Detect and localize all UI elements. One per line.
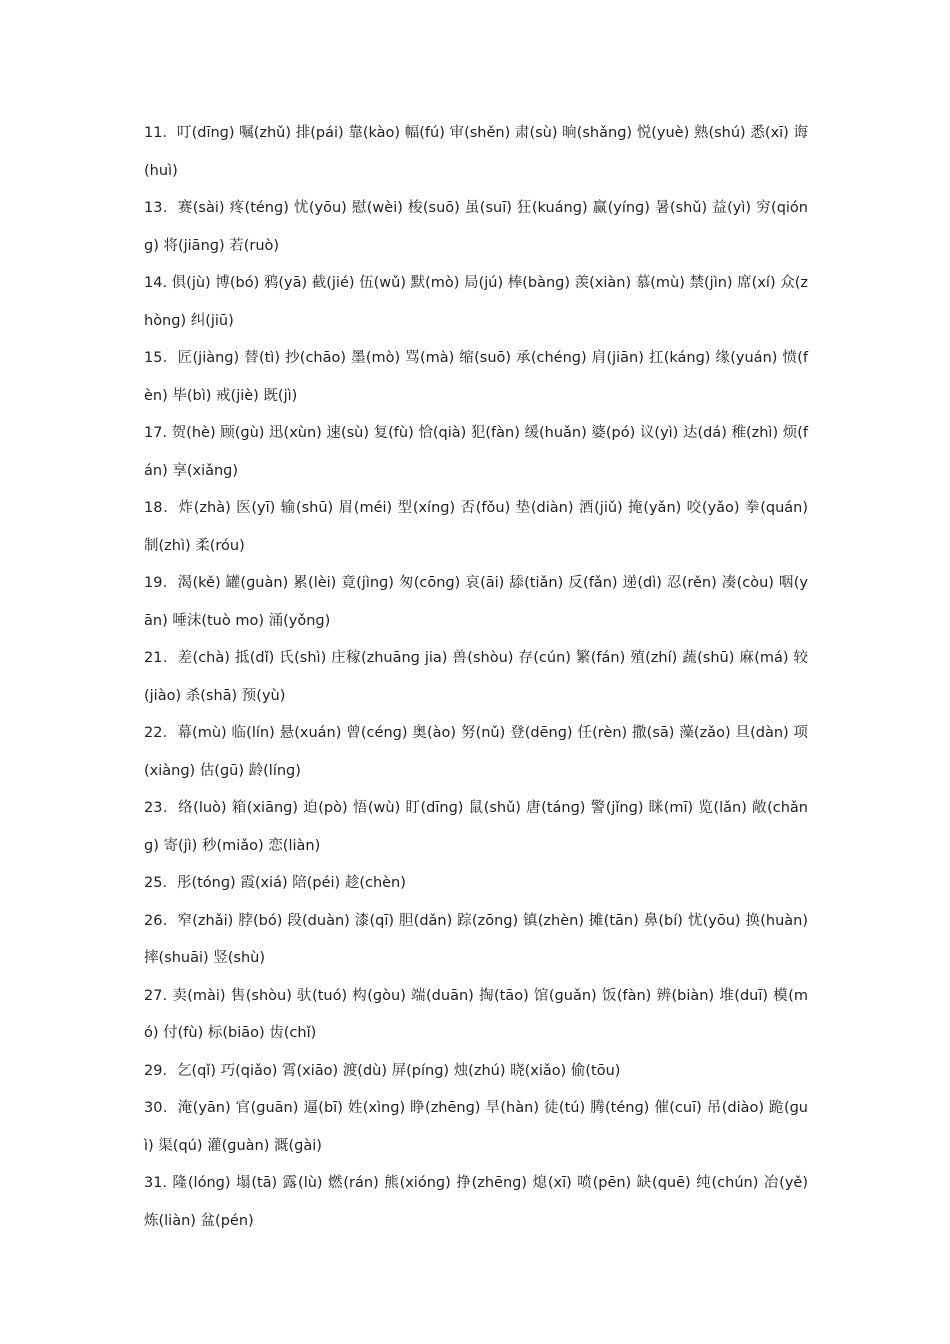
entry-lesson-17: 17. 贺(hè) 顾(ɡù) 迅(xùn) 速(sù) 复(fù) 恰(qià) 犯(fàn) 缓(huǎn) 婆(pó) 议(yì) 达(dá) 稚(zhì) 烦(fán) 享(xiǎnɡ) [144,425,808,479]
entry-lesson-27: 27. 卖(mài) 售(shòu) 驮(tuó) 构(ɡòu) 端(duān) 掏(tāo) 馆(ɡuǎn) 饭(fàn) 辨(biàn) 堆(duī) 模(mó) 付(fù) 标(biāo) 齿(chǐ) [144,987,808,1041]
entry-lesson-19: 19．渴(kě) 罐(ɡuàn) 累(lèi) 竟(jìnɡ) 匆(cōnɡ) 哀(āi) 舔(tiǎn) 反(fǎn) 递(dì) 忍(rěn) 凑(còu) 咽(yān) 唾沫(tuò mo) 涌(yǒnɡ) [144,575,808,629]
entry-lesson-22: 22．幕(mù) 临(lín) 悬(xuán) 曾(cénɡ) 奥(ào) 努(nǔ) 登(dēnɡ) 任(rèn) 撒(sā) 藻(zǎo) 旦(dàn) 项(xiànɡ) 估(ɡū) 龄(línɡ) [144,725,808,779]
entry-lesson-25: 25．彤(tónɡ) 霞(xiá) 陪(péi) 趁(chèn) [144,875,406,891]
entry-lesson-21: 21．差(chà) 抵(dǐ) 氏(shì) 庄稼(zhuānɡ jia) 兽(shòu) 存(cún) 繁(fán) 殖(zhí) 蔬(shū) 麻(má) 较(jiào) 杀(shā) 预(yù) [144,650,808,704]
entry-lesson-18: 18．炸(zhà) 医(yī) 输(shū) 眉(méi) 型(xínɡ) 否(fǒu) 垫(diàn) 酒(jiǔ) 掩(yǎn) 咬(yǎo) 拳(quán) 制(zhì) 柔(róu) [144,500,808,554]
entry-lesson-31: 31. 隆(lónɡ) 塌(tā) 露(lù) 燃(rán) 熊(xiónɡ) 挣(zhēnɡ) 熄(xī) 喷(pēn) 缺(quē) 纯(chún) 冶(yě) 炼(liàn) 盆(pén) [144,1175,808,1229]
entry-lesson-30: 30．淹(yān) 官(ɡuān) 逼(bī) 姓(xìnɡ) 睁(zhēnɡ) 旱(hàn) 徒(tú) 腾(ténɡ) 催(cuī) 吊(diào) 跪(ɡuì) 渠(qú) 灌(ɡuàn) 溉(ɡài) [144,1100,808,1154]
entry-lesson-15: 15．匠(jiànɡ) 替(tì) 抄(chāo) 墨(mò) 骂(mà) 缩(suō) 承(chénɡ) 肩(jiān) 扛(kánɡ) 缘(yuán) 愤(fèn) 毕(bì) 戒(jiè) 既(jì) [144,350,808,404]
entry-lesson-26: 26．窄(zhǎi) 脖(bó) 段(duàn) 漆(qī) 胆(dǎn) 踪(zōnɡ) 镇(zhèn) 摊(tān) 鼻(bí) 忧(yōu) 换(huàn) 摔(shuāi) 竖(shù) [144,912,808,966]
entry-lesson-23: 23．络(luò) 箱(xiānɡ) 迫(pò) 悟(wù) 盯(dīnɡ) 鼠(shǔ) 唐(tánɡ) 警(jǐnɡ) 眯(mī) 览(lǎn) 敞(chǎnɡ) 寄(jì) 秒(miǎo) 恋(liàn) [144,800,808,854]
entry-lesson-13: 13．赛(sài) 疼(ténɡ) 忧(yōu) 慰(wèi) 梭(suō) 虽(suī) 狂(kuánɡ) 赢(yínɡ) 暑(shǔ) 益(yì) 穷(qiónɡ) 将(jiānɡ) 若(ruò) [144,200,808,254]
entry-lesson-14: 14. 俱(jù) 博(bó) 鸦(yā) 截(jié) 伍(wǔ) 默(mò) 局(jú) 棒(bànɡ) 羡(xiàn) 慕(mù) 禁(jìn) 席(xí) 众(zhònɡ) 纠(jiū) [144,275,808,329]
entry-lesson-11: 11．叮(dīnɡ) 嘱(zhǔ) 排(pái) 靠(kào) 幅(fú) 审(shěn) 肃(sù) 晌(shǎnɡ) 悦(yuè) 熟(shú) 悉(xī) 诲(huì) [144,125,808,179]
pinyin-word-list [144,115,808,1240]
entry-lesson-29: 29．乞(qǐ) 巧(qiǎo) 霄(xiāo) 渡(dù) 屏(pínɡ) 烛(zhú) 晓(xiǎo) 偷(tōu) [144,1062,621,1079]
